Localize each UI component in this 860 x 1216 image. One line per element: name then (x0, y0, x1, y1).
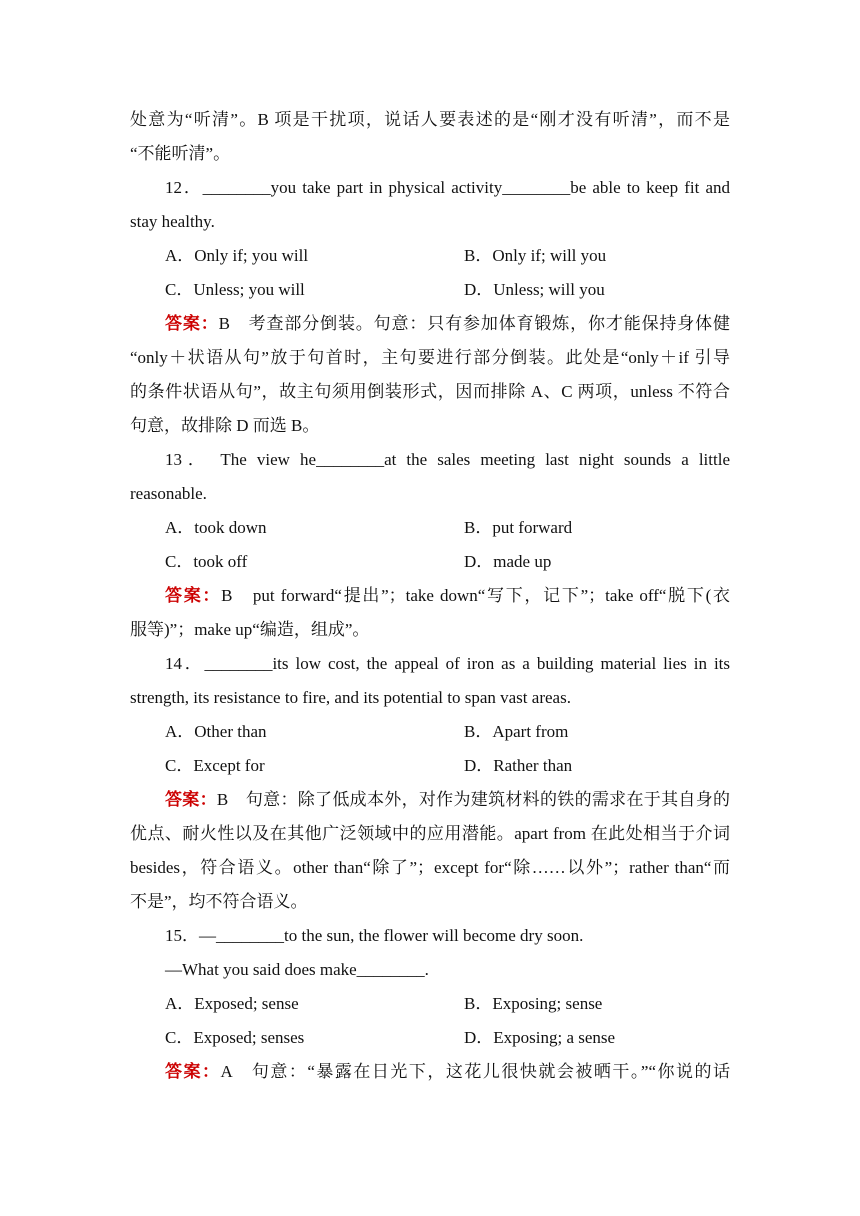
option-b: B．Only if; will you (464, 246, 607, 265)
option-d: D．made up (464, 552, 552, 571)
option-d: D．Exposing; a sense (464, 1028, 616, 1047)
question-15-options-ab (130, 987, 730, 1021)
question-13-stem-2: reasonable. (130, 484, 207, 503)
question-13-answer-1 (130, 579, 730, 613)
question-14-stem-2: strength, its resistance to fire, and its potential to span vast areas. (130, 688, 571, 707)
question-13-options-cd (130, 545, 730, 579)
question-12-answer-2: “only＋状语从句”放于句首时，主句要进行部分倒装。此处是“only＋if 引导 (130, 348, 730, 367)
option-a: A．Only if; you will (165, 246, 309, 265)
question-15-answer-1 (130, 1055, 730, 1089)
answer-label: 答案： (165, 586, 222, 605)
option-a: A．Other than (165, 722, 267, 741)
answer-text: B put forward“提出”；take down“写下，记下”；take off“脱下(衣 (221, 586, 730, 605)
question-12-answer-1 (130, 307, 730, 341)
question-14-stem-1: 14．________its low cost, the appeal of iron as a building material lies in its (165, 654, 730, 673)
answer-label: 答案： (165, 1062, 221, 1081)
question-13-options-ab (130, 511, 730, 545)
question-15-stem-1: 15．—________to the sun, the flower will become dry soon. (165, 926, 584, 945)
question-12-answer-3: 的条件状语从句”，故主句须用倒装形式，因而排除 A、C 两项，unless 不符合 (130, 382, 730, 401)
intro-line-2: “不能听清”。 (130, 144, 231, 163)
question-12-options-ab (130, 239, 730, 273)
answer-label: 答案： (165, 790, 217, 809)
option-d: D．Rather than (464, 756, 573, 775)
question-13-stem-1: 13． The view he________at the sales meeting last night sounds a little (165, 450, 730, 469)
option-d: D．Unless; will you (464, 280, 605, 299)
question-14 (130, 647, 730, 919)
option-c: C．Unless; you will (165, 280, 305, 299)
answer-text: B 考查部分倒装。句意：只有参加体育锻炼，你才能保持身体健 (218, 314, 730, 333)
option-b: B．Apart from (464, 722, 569, 741)
option-c: C．Exposed; senses (165, 1028, 305, 1047)
question-12-options-cd (130, 273, 730, 307)
question-13 (130, 443, 730, 647)
question-15-stem-2: —What you said does make________. (165, 960, 429, 979)
question-14-answer-1 (130, 783, 730, 817)
question-14-answer-3: besides，符合语义。other than“除了”；except for“除……以外”；rather than“而 (130, 858, 730, 877)
question-14-options-cd (130, 749, 730, 783)
question-12-answer-4: 句意，故排除 D 而选 B。 (130, 416, 320, 435)
option-c: C．Except for (165, 756, 265, 775)
question-12 (130, 171, 730, 443)
option-a: A．Exposed; sense (165, 994, 299, 1013)
intro-line-1: 处意为“听清”。B 项是干扰项，说话人要表述的是“刚才没有听清”，而不是 (130, 110, 730, 129)
document-page (130, 103, 730, 1089)
question-14-options-ab (130, 715, 730, 749)
question-12-stem-2: stay healthy. (130, 212, 215, 231)
question-15 (130, 919, 730, 1089)
question-13-answer-2: 服等)”；make up“编造，组成”。 (130, 620, 370, 639)
question-15-options-cd (130, 1021, 730, 1055)
answer-label: 答案： (165, 314, 219, 333)
option-b: B．put forward (464, 518, 573, 537)
option-c: C．took off (165, 552, 248, 571)
question-14-answer-4: 不是”，均不符合语义。 (130, 892, 308, 911)
question-12-stem-1: 12．________you take part in physical activity________be able to keep fit and (165, 178, 730, 197)
answer-text: B 句意：除了低成本外，对作为建筑材料的铁的需求在于其自身的 (216, 790, 730, 809)
option-a: A．took down (165, 518, 267, 537)
answer-text: A 句意：“暴露在日光下，这花儿很快就会被晒干。”“你说的话 (220, 1062, 730, 1081)
option-b: B．Exposing; sense (464, 994, 603, 1013)
question-14-answer-2: 优点、耐火性以及在其他广泛领域中的应用潜能。apart from 在此处相当于介词 (130, 824, 730, 843)
